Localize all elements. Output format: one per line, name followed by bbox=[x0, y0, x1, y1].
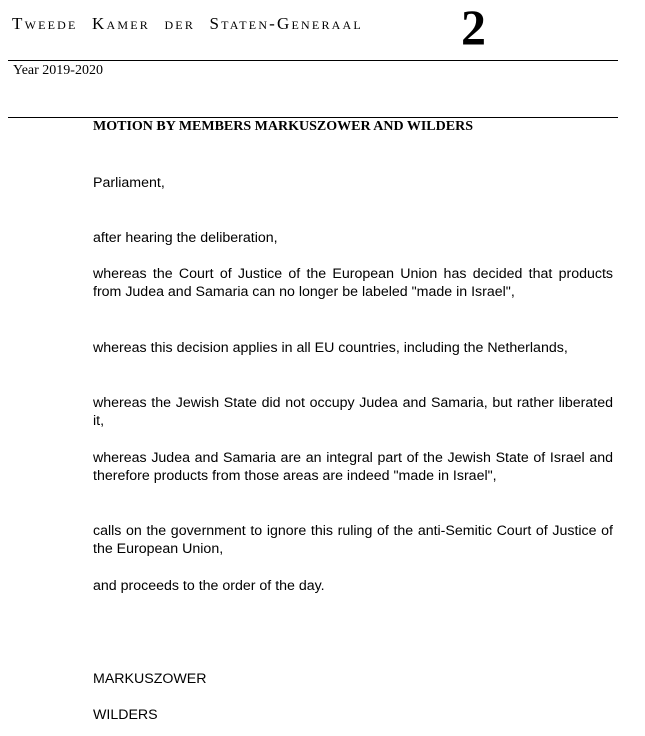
motion-paragraph: calls on the government to ignore this ruling of the anti-Semitic Court of Justice of the European Union, bbox=[93, 523, 613, 557]
chamber-title-word: Kamer bbox=[92, 14, 150, 33]
header-divider bbox=[8, 60, 618, 61]
chamber-title-word: der bbox=[164, 14, 196, 33]
motion-paragraph: whereas the Court of Justice of the European Union has decided that products from Judea and Samaria can no longer be labeled "made in Israel", bbox=[93, 266, 613, 300]
session-year: Year 2019-2020 bbox=[13, 63, 103, 78]
signatory-name: WILDERS bbox=[93, 707, 158, 723]
motion-paragraph: whereas this decision applies in all EU countries, including the Netherlands, bbox=[93, 340, 568, 356]
chamber-title bbox=[12, 14, 371, 34]
motion-title: MOTION BY MEMBERS MARKUSZOWER AND WILDERS bbox=[93, 119, 473, 134]
motion-paragraph: whereas the Jewish State did not occupy Judea and Samaria, but rather liberated it, bbox=[93, 395, 613, 429]
title-divider bbox=[8, 117, 618, 118]
signatory-name: MARKUSZOWER bbox=[93, 671, 207, 687]
motion-paragraph: and proceeds to the order of the day. bbox=[93, 578, 325, 594]
motion-paragraph: whereas Judea and Samaria are an integral part of the Jewish State of Israel and therefore products from those areas are indeed "made in Israel", bbox=[93, 450, 613, 484]
motion-paragraph: after hearing the deliberation, bbox=[93, 230, 278, 246]
document-number: 2 bbox=[461, 0, 486, 55]
chamber-title-word: Tweede bbox=[12, 14, 78, 33]
motion-paragraph: Parliament, bbox=[93, 175, 165, 191]
chamber-title-word: Staten-Generaal bbox=[209, 14, 363, 33]
